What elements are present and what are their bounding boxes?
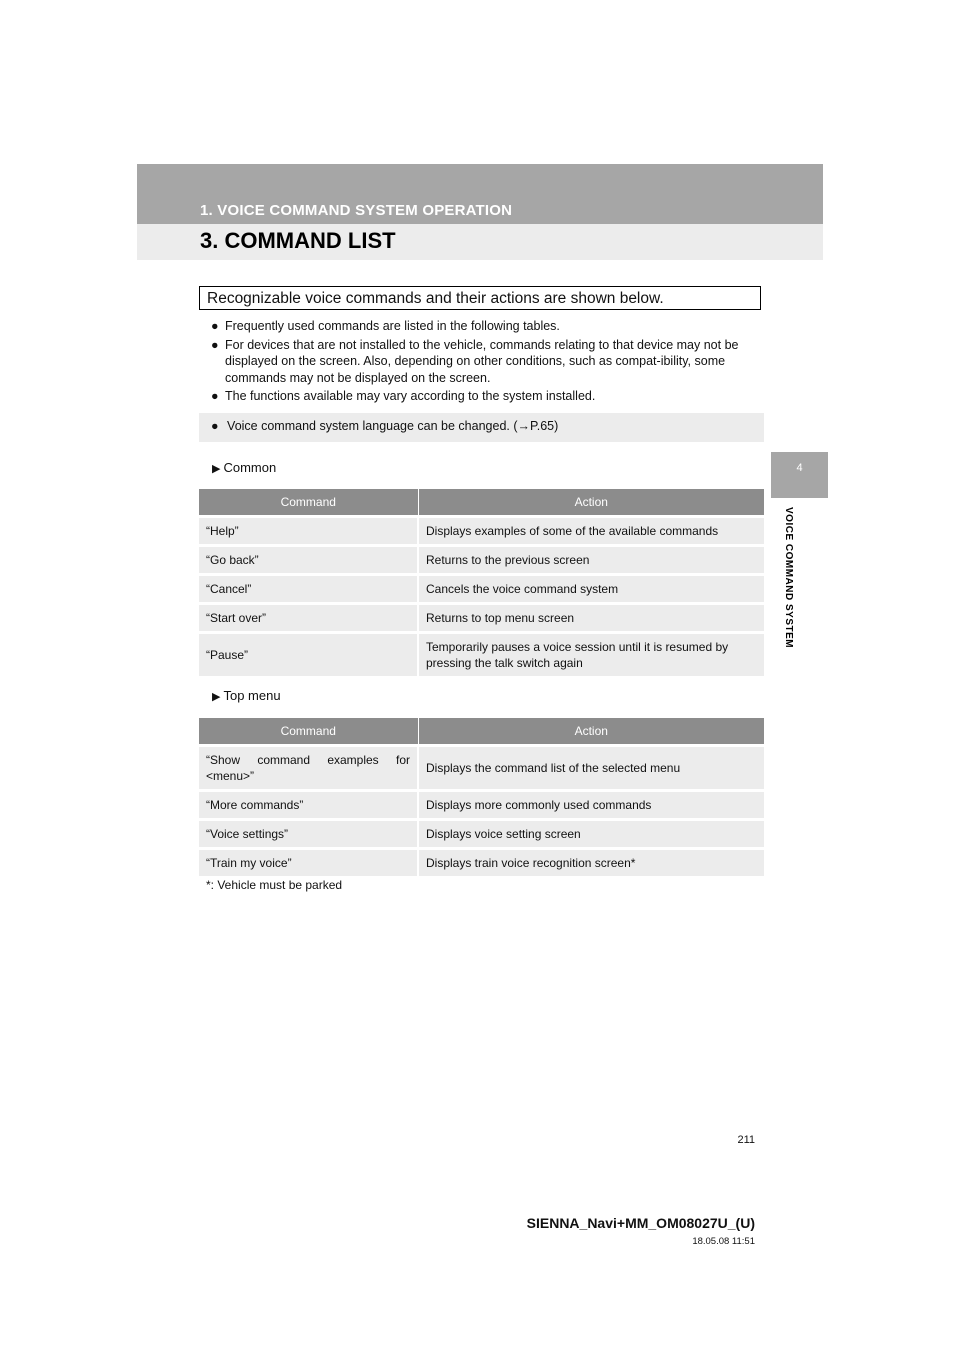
action-cell: Cancels the voice command system — [418, 575, 764, 604]
section-heading: 1. VOICE COMMAND SYSTEM OPERATION — [200, 202, 513, 219]
note-text: Voice command system language can be changed. (→P.65) — [227, 419, 559, 433]
document-id: SIENNA_Navi+MM_OM08027U_(U) — [526, 1215, 755, 1231]
chapter-tab — [771, 452, 828, 498]
column-header-command: Command — [199, 489, 418, 517]
footnote: *: Vehicle must be parked — [206, 878, 343, 892]
command-cell: “Go back” — [199, 546, 418, 575]
command-cell: “Show command examples for <menu>” — [199, 746, 418, 791]
command-cell: “Start over” — [199, 604, 418, 633]
action-cell: Temporarily pauses a voice session until it is resumed by pressing the talk switch again — [418, 633, 764, 677]
subheading-text: Top menu — [223, 688, 281, 703]
note-box — [199, 413, 764, 442]
table-header-row — [199, 489, 764, 517]
document-date: 18.05.08 11:51 — [692, 1236, 755, 1247]
common-commands-table — [199, 489, 764, 676]
bullet-list — [211, 318, 761, 407]
command-cell: “More commands” — [199, 791, 418, 820]
table-row — [199, 746, 764, 791]
column-header-action: Action — [418, 718, 764, 746]
subheading-text: Common — [223, 460, 277, 475]
table-row — [199, 633, 764, 677]
chapter-number: 4 — [796, 462, 803, 474]
arrow-right-icon: ▶ — [212, 463, 221, 475]
table-row — [199, 791, 764, 820]
action-cell: Displays more commonly used commands — [418, 791, 764, 820]
action-cell: Displays train voice recognition screen* — [418, 849, 764, 877]
bullet-item — [211, 318, 761, 335]
command-cell: “Voice settings” — [199, 820, 418, 849]
command-cell: “Help” — [199, 517, 418, 546]
chapter-label: VOICE COMMAND SYSTEM — [783, 507, 794, 649]
subheading-top-menu — [212, 688, 281, 703]
table-row — [199, 517, 764, 546]
action-cell: Displays voice setting screen — [418, 820, 764, 849]
table-row — [199, 575, 764, 604]
table-row — [199, 820, 764, 849]
table-row — [199, 546, 764, 575]
action-cell: Returns to top menu screen — [418, 604, 764, 633]
bullet-icon: ● — [211, 319, 219, 333]
bullet-icon: ● — [211, 419, 219, 433]
page-number: 211 — [737, 1134, 755, 1146]
bullet-text: Frequently used commands are listed in the following tables. — [225, 319, 560, 333]
subheading-common — [212, 460, 276, 475]
intro-box: Recognizable voice commands and their actions are shown below. — [199, 286, 761, 310]
action-cell: Displays examples of some of the available commands — [418, 517, 764, 546]
table-row — [199, 849, 764, 877]
action-cell: Returns to the previous screen — [418, 546, 764, 575]
top-menu-commands-table — [199, 718, 764, 876]
bullet-text: For devices that are not installed to the vehicle, commands relating to that device may not be displayed on the screen. Also, depending on other conditions, such as compat-ibility, some commands may not be displayed on the screen. — [225, 337, 739, 385]
table-row — [199, 604, 764, 633]
column-header-command: Command — [199, 718, 418, 746]
command-cell: “Train my voice” — [199, 849, 418, 877]
bullet-item — [211, 388, 761, 405]
bullet-item — [211, 337, 761, 387]
page-title: 3. COMMAND LIST — [200, 228, 396, 253]
bullet-icon: ● — [211, 389, 219, 403]
action-cell: Displays the command list of the selected menu — [418, 746, 764, 791]
column-header-action: Action — [418, 489, 764, 517]
arrow-right-icon: ▶ — [212, 691, 221, 703]
command-cell: “Pause” — [199, 633, 418, 677]
bullet-text: The functions available may vary according to the system installed. — [225, 389, 596, 403]
command-cell: “Cancel” — [199, 575, 418, 604]
table-header-row — [199, 718, 764, 746]
bullet-icon: ● — [211, 337, 219, 352]
